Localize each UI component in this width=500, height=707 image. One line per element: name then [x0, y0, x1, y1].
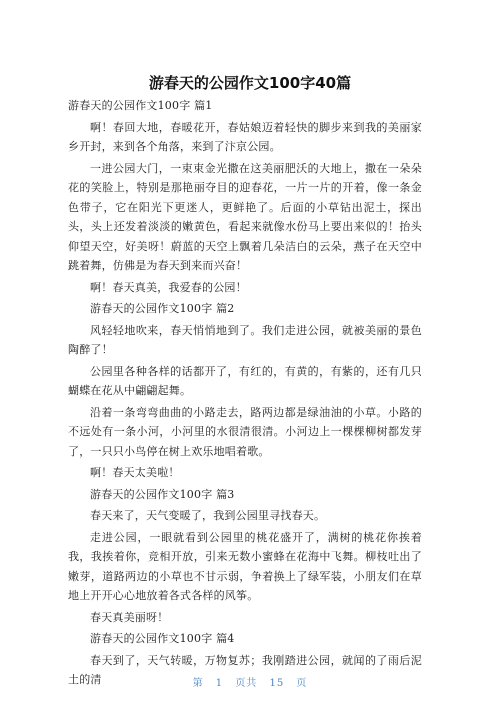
footer-word-page: 第: [192, 678, 204, 689]
footer-word-of: 页共: [235, 678, 258, 689]
footer-word-pages: 页: [296, 678, 308, 689]
paragraph: 啊！春天真美，我爱春的公园！: [90, 280, 247, 294]
paragraph: 啊！春回大地，春暖花开，春姑娘迈着轻快的脚步来到我的美丽家乡开封，来到各个角落，来到了汴京公园。: [68, 120, 422, 153]
section-heading: 游春天的公园作文100字 篇1: [68, 99, 213, 112]
paragraph: 公园里各种各样的话都开了，有红的，有黄的，有紫的，还有几只蝴蝶在花从中翩翩起舞。: [68, 364, 422, 397]
paragraph: 春天到了，天气转暖，万物复苏；我刚踏进公园，就闻的了雨后泥土的清: [68, 653, 422, 686]
footer-total-pages: 15: [269, 678, 285, 689]
paragraph: 春天来了，天气变暖了，我到公园里寻找春天。: [90, 509, 326, 522]
paragraph: 啊！春天太美啦！: [90, 466, 180, 479]
paragraph: 沿着一条弯弯曲曲的小路走去，路两边都是绿油油的小草。小路的不远处有一条小河，小河里的水很清很清。小河边上一棵棵柳树都发芽了，一只只小鸟停在树上欢乐地唱着歌。: [68, 405, 422, 458]
document-title: 游春天的公园作文100字40篇: [148, 74, 352, 92]
section-heading: 游春天的公园作文100字 篇4: [90, 632, 235, 645]
section-heading: 游春天的公园作文100字 篇3: [90, 487, 235, 501]
footer-current-page: 1: [215, 678, 224, 689]
section-heading: 游春天的公园作文100字 篇2: [90, 302, 235, 315]
paragraph: 风轻轻地吹来，春天悄悄地到了。我们走进公园，就被美丽的景色陶醉了！: [68, 323, 422, 356]
paragraph: 春天真美丽呀！: [90, 610, 169, 624]
paragraph: 走进公园，一眼就看到公园里的桃花盛开了，满树的桃花你挨着我，我挨着你，竞相开放，引来无数小蜜蜂在花海中飞舞。柳枝吐出了嫩芽，道路两边的小草也不甘示弱，争着换上了绿军装，小朋友们在草地上开开心心地放着各式各样的风筝。: [68, 530, 422, 602]
paragraph: 一进公园大门，一束束金光撒在这美丽肥沃的大地上，撒在一朵朵花的笑脸上，特别是那艳丽夺目的迎春花，一片一片的开着，像一条金色带子，它在阳光下更迷人，更鲜艳了。后面的小草钻出泥土，探出头，头上还发着淡淡的嫩黄色，看起来就像水份马上要出来似的！抬头仰望天空，好美呀！蔚蓝的天空上飘着几朵洁白的云朵，燕子在天空中跳着舞，仿佛是为春天到来而兴奋！: [68, 161, 422, 272]
page-footer: [0, 674, 500, 689]
